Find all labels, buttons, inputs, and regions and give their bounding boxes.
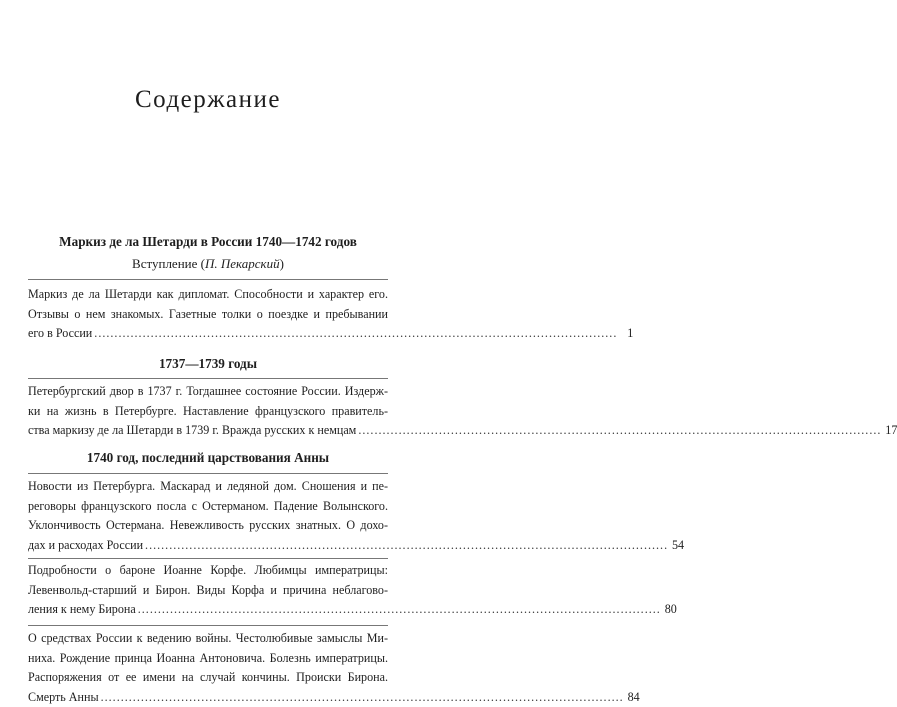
page-number: 54 — [672, 537, 685, 552]
toc-rule — [28, 558, 388, 559]
page-number: 17 — [885, 423, 897, 438]
dot-leader: .................................................................................................................................. — [358, 423, 882, 438]
intro-label: Вступление ( — [132, 256, 205, 271]
entry-line: Левенвольд-старший и Бирон. Виды Корфа и причина неблагово- — [28, 582, 388, 597]
page-number: 1 — [627, 326, 634, 341]
intro-author: П. Пекарский — [204, 256, 280, 271]
entry-line-text: Смерть Анны — [28, 689, 99, 704]
section-heading-1740: 1740 год, последний царствования Анны — [86, 450, 330, 465]
page-number: 80 — [664, 602, 677, 617]
dot-leader: .................................................................................................................................. — [145, 537, 669, 552]
page-number: 84 — [627, 689, 640, 704]
entry-line: Подробности о бароне Иоанне Корфе. Любимцы императрицы: — [28, 563, 388, 577]
toc-rule — [28, 625, 388, 626]
entry-line: Распоряжения от ее имени на случай кончины. Происки Бирона. — [28, 670, 388, 685]
toc-entry-1740-war[interactable] — [28, 629, 640, 707]
dot-leader: .................................................................................................................................. — [137, 602, 661, 617]
entry-line-text: его в России — [28, 326, 93, 341]
entry-line-last — [28, 600, 677, 620]
entry-line-last — [28, 421, 897, 441]
dot-leader: .................................................................................................................................. — [94, 326, 618, 341]
intro-close: ) — [279, 256, 284, 271]
entry-line-text: дах и расходах России — [28, 537, 144, 552]
entry-line: Петербургский двор в 1737 г. Тогдашнее состояние России. Издерж- — [28, 384, 388, 398]
dot-leader: .................................................................................................................................. — [100, 689, 624, 704]
part-heading-chetardie: Маркиз де ла Шетарди в России 1740—1742 годов — [59, 234, 357, 249]
entry-line-last — [28, 536, 685, 556]
entry-line-text: ления к нему Бирона — [28, 602, 136, 617]
toc-entry-intro[interactable] — [28, 285, 634, 344]
entry-line-last — [28, 688, 640, 707]
toc-entry-1740-news[interactable] — [28, 477, 685, 555]
entry-line: Отзывы о нем знакомых. Газетные толки о поездке и пребывании — [28, 306, 388, 321]
entry-line-last — [28, 324, 634, 344]
entry-line: реговоры французского посла с Остерманом. Падение Волынского. — [28, 498, 388, 513]
entry-line: Новости из Петербурга. Маскарад и ледяной дом. Сношения и пе- — [28, 479, 388, 493]
section-heading-1737: 1737—1739 годы — [158, 356, 258, 371]
entry-line: Уклончивость Остермана. Невежливость русских знатных. О дохо- — [28, 518, 388, 533]
toc-rule — [28, 378, 388, 379]
entry-line-text: ства маркизу де ла Шетарди в 1739 г. Вражда русских к немцам — [28, 423, 357, 438]
toc-rule — [28, 279, 388, 280]
toc-entry-1737[interactable] — [28, 382, 897, 441]
toc-rule — [28, 473, 388, 474]
intro-heading — [40, 256, 376, 272]
toc-entry-1740-korf[interactable] — [28, 561, 677, 620]
entry-line: ниха. Рождение принца Иоанна Антоновича. Болезнь императрицы. — [28, 650, 388, 665]
entry-line: Маркиз де ла Шетарди как дипломат. Способности и характер его. — [28, 287, 388, 301]
page-title: Содержание — [135, 86, 281, 113]
entry-line: О средствах России к ведению войны. Честолюбивые замыслы Ми- — [28, 631, 388, 645]
entry-line: ки на жизнь в Петербурге. Наставление французского правитель- — [28, 403, 388, 418]
